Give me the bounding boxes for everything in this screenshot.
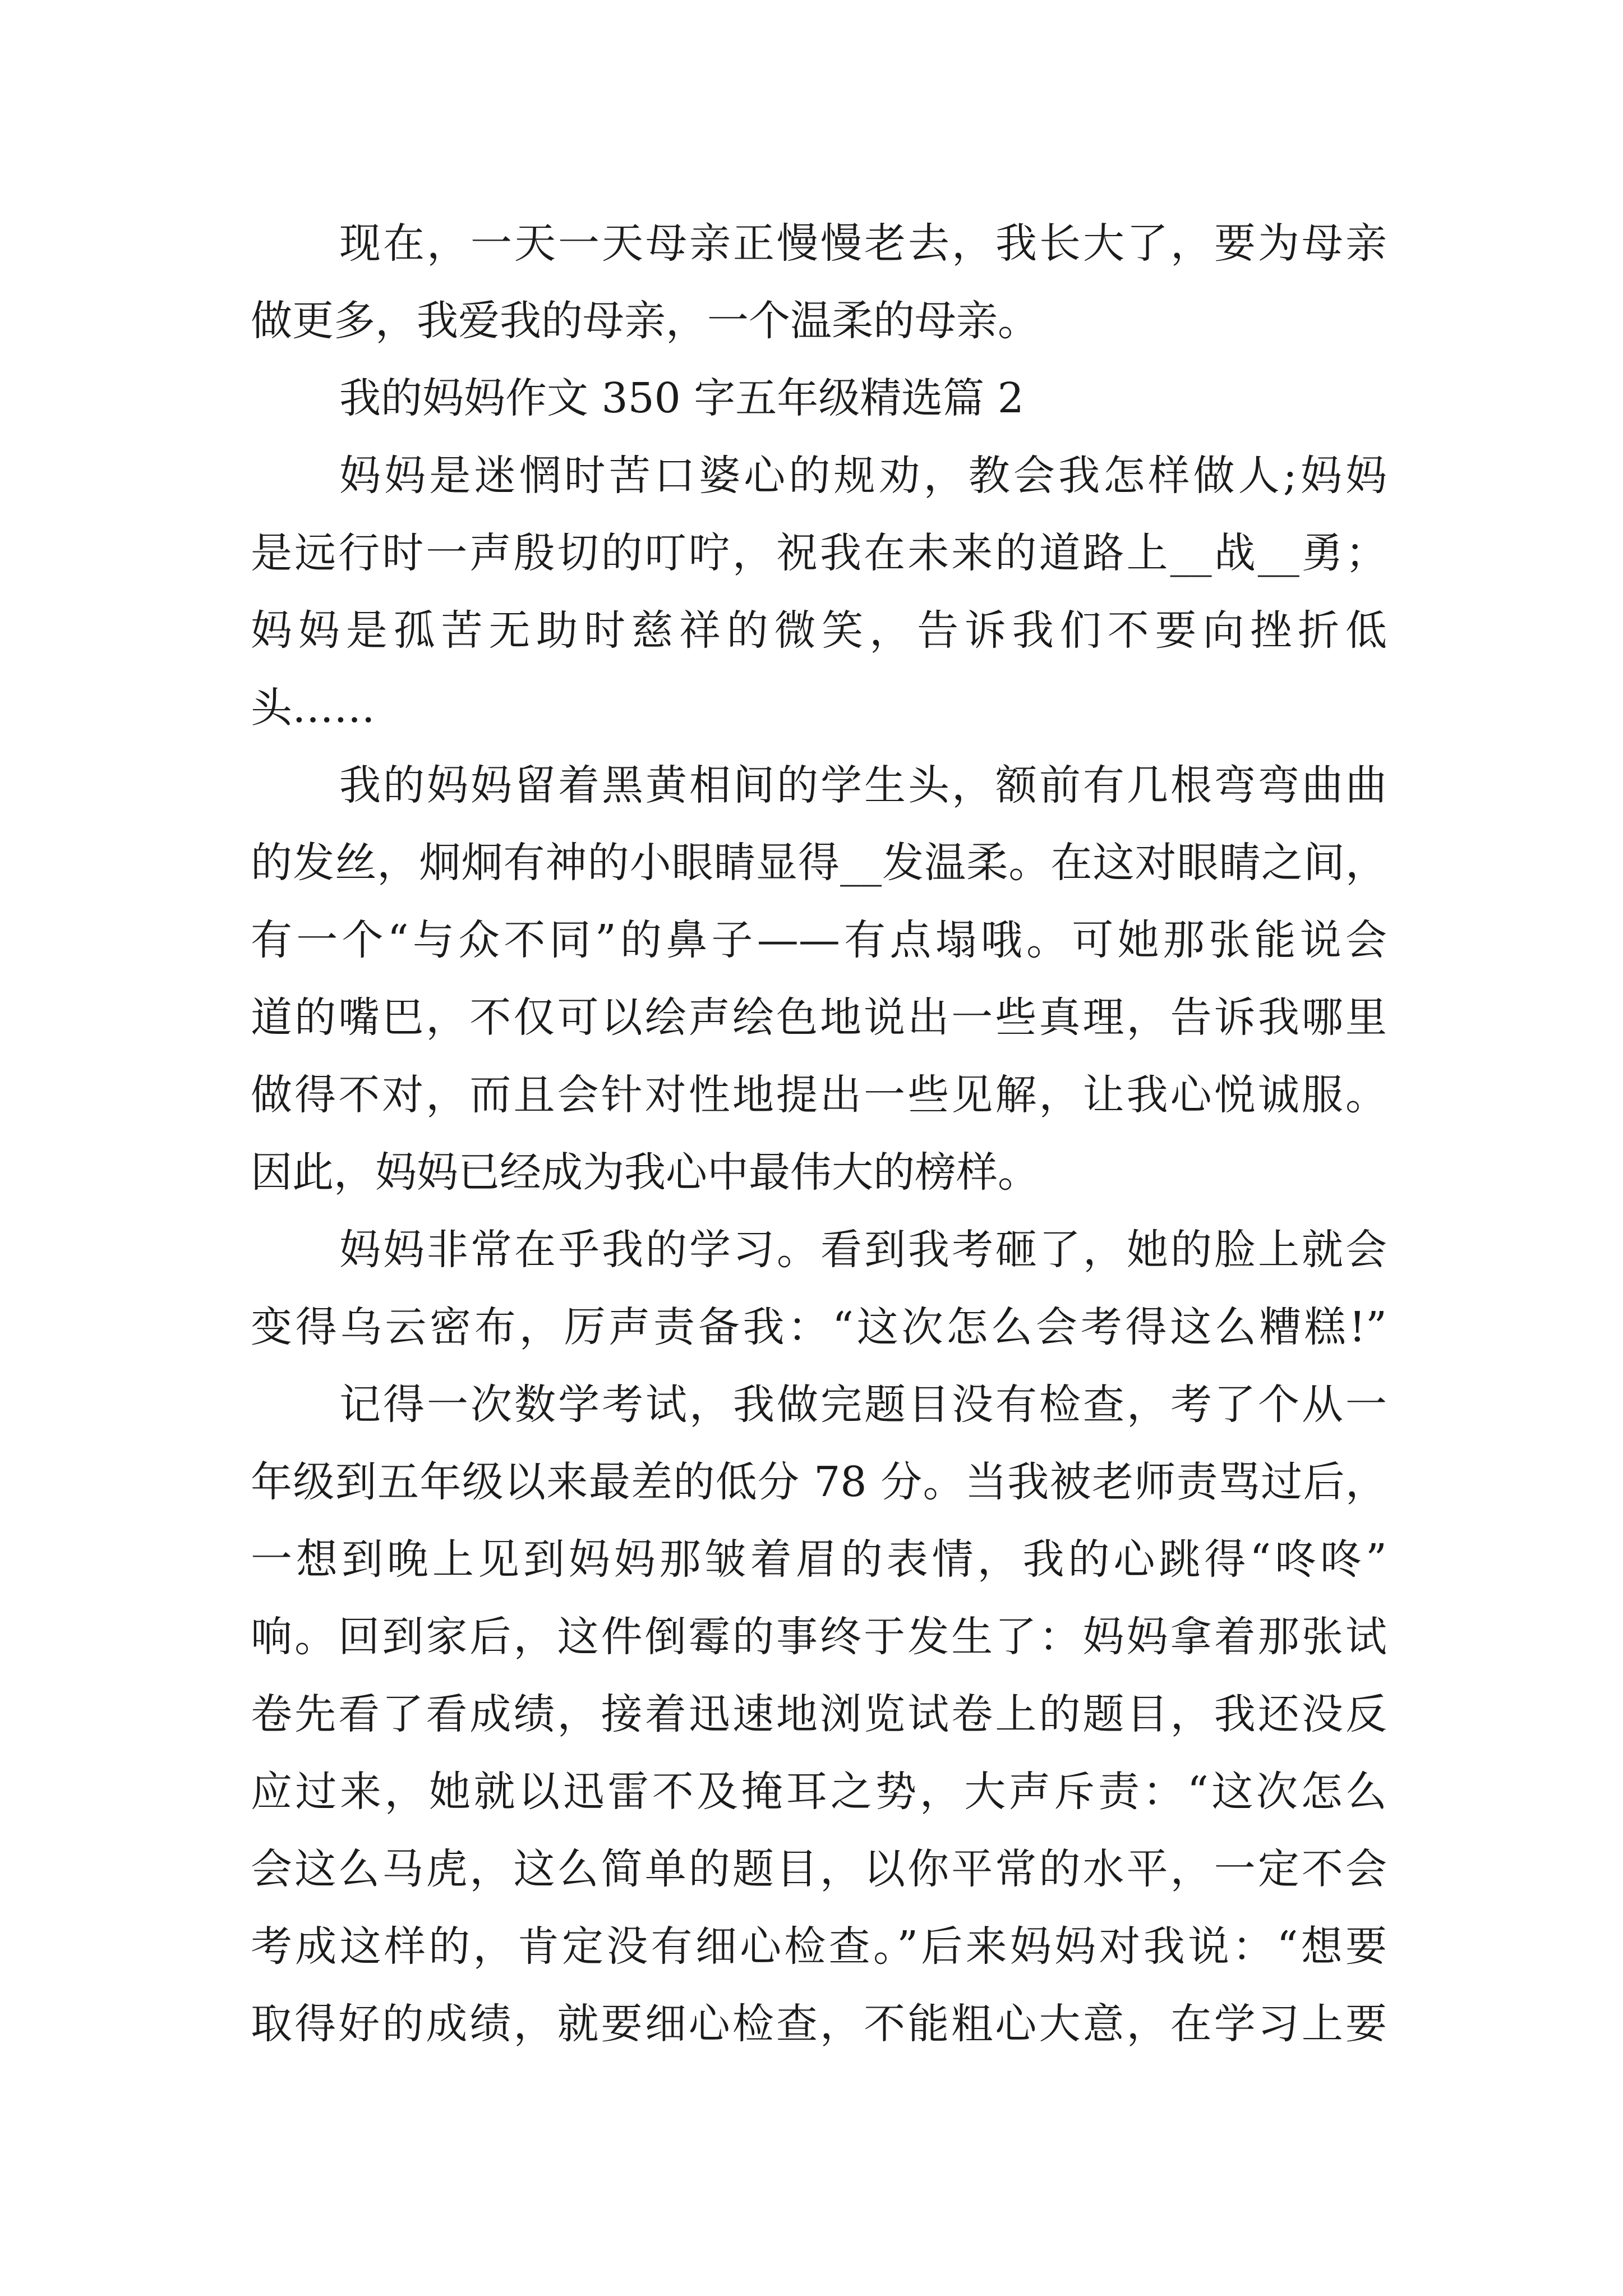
text-line: 现在，一天一天母亲正慢慢老去，我长大了，要为母亲 [339, 219, 1387, 268]
text-line: 妈妈非常在乎我的学习。看到我考砸了，她的脸上就会 [339, 1226, 1387, 1274]
section-title-text: 我的妈妈作文 350 字五年级精选篇 2 [339, 374, 1024, 422]
section-title [251, 360, 1387, 437]
text-line: 年级到五年级以来最差的低分 78 分。当我被老师责骂过后， [251, 1458, 1387, 1506]
text-line: 因此，妈妈已经成为我心中最伟大的榜样。 [251, 1148, 1039, 1197]
text-line: 应过来，她就以迅雷不及掩耳之势，大声斥责：“这次怎么 [251, 1768, 1387, 1816]
text-line: 的发丝，炯炯有神的小眼睛显得__发温柔。在这对眼睛之间， [251, 839, 1387, 887]
text-line: 道的嘴巴，不仅可以绘声绘色地说出一些真理，告诉我哪里 [251, 993, 1387, 1042]
text-line: 妈妈是迷惘时苦口婆心的规劝，教会我怎样做人;妈妈 [339, 452, 1387, 500]
text-line: 会这么马虎，这么简单的题目，以你平常的水平，一定不会 [251, 1845, 1387, 1893]
text-line: 做更多，我爱我的母亲，一个温柔的母亲。 [251, 297, 1039, 345]
paragraph [251, 1366, 1387, 2063]
text-line: 响。回到家后，这件倒霉的事终于发生了：妈妈拿着那张试 [251, 1613, 1387, 1661]
text-line: 头…… [251, 684, 375, 732]
text-line: 卷先看了看成绩，接着迅速地浏览试卷上的题目，我还没反 [251, 1690, 1387, 1738]
document-body [251, 205, 1387, 2063]
paragraph [251, 205, 1387, 360]
text-line: 一想到晚上见到妈妈那皱着眉的表情，我的心跳得“咚咚” [251, 1535, 1387, 1584]
text-line: 我的妈妈留着黑黄相间的学生头，额前有几根弯弯曲曲 [339, 761, 1387, 809]
text-line: 记得一次数学考试，我做完题目没有检查，考了个从一 [339, 1381, 1387, 1429]
text-line: 有一个“与众不同”的鼻子——有点塌哦。可她那张能说会 [251, 916, 1387, 964]
paragraph [251, 1211, 1387, 1366]
text-line: 取得好的成绩，就要细心检查，不能粗心大意，在学习上要 [251, 2000, 1387, 2048]
paragraph [251, 437, 1387, 747]
paragraph [251, 747, 1387, 1211]
text-line: 考成这样的，肯定没有细心检查。”后来妈妈对我说：“想要 [251, 1922, 1387, 1971]
text-line: 变得乌云密布，厉声责备我：“这次怎么会考得这么糟糕!” [251, 1303, 1387, 1351]
text-line: 做得不对，而且会针对性地提出一些见解，让我心悦诚服。 [251, 1071, 1387, 1119]
text-line: 是远行时一声殷切的叮咛，祝我在未来的道路上__战__勇； [251, 529, 1387, 577]
text-line: 妈妈是孤苦无助时慈祥的微笑，告诉我们不要向挫折低 [251, 606, 1387, 655]
